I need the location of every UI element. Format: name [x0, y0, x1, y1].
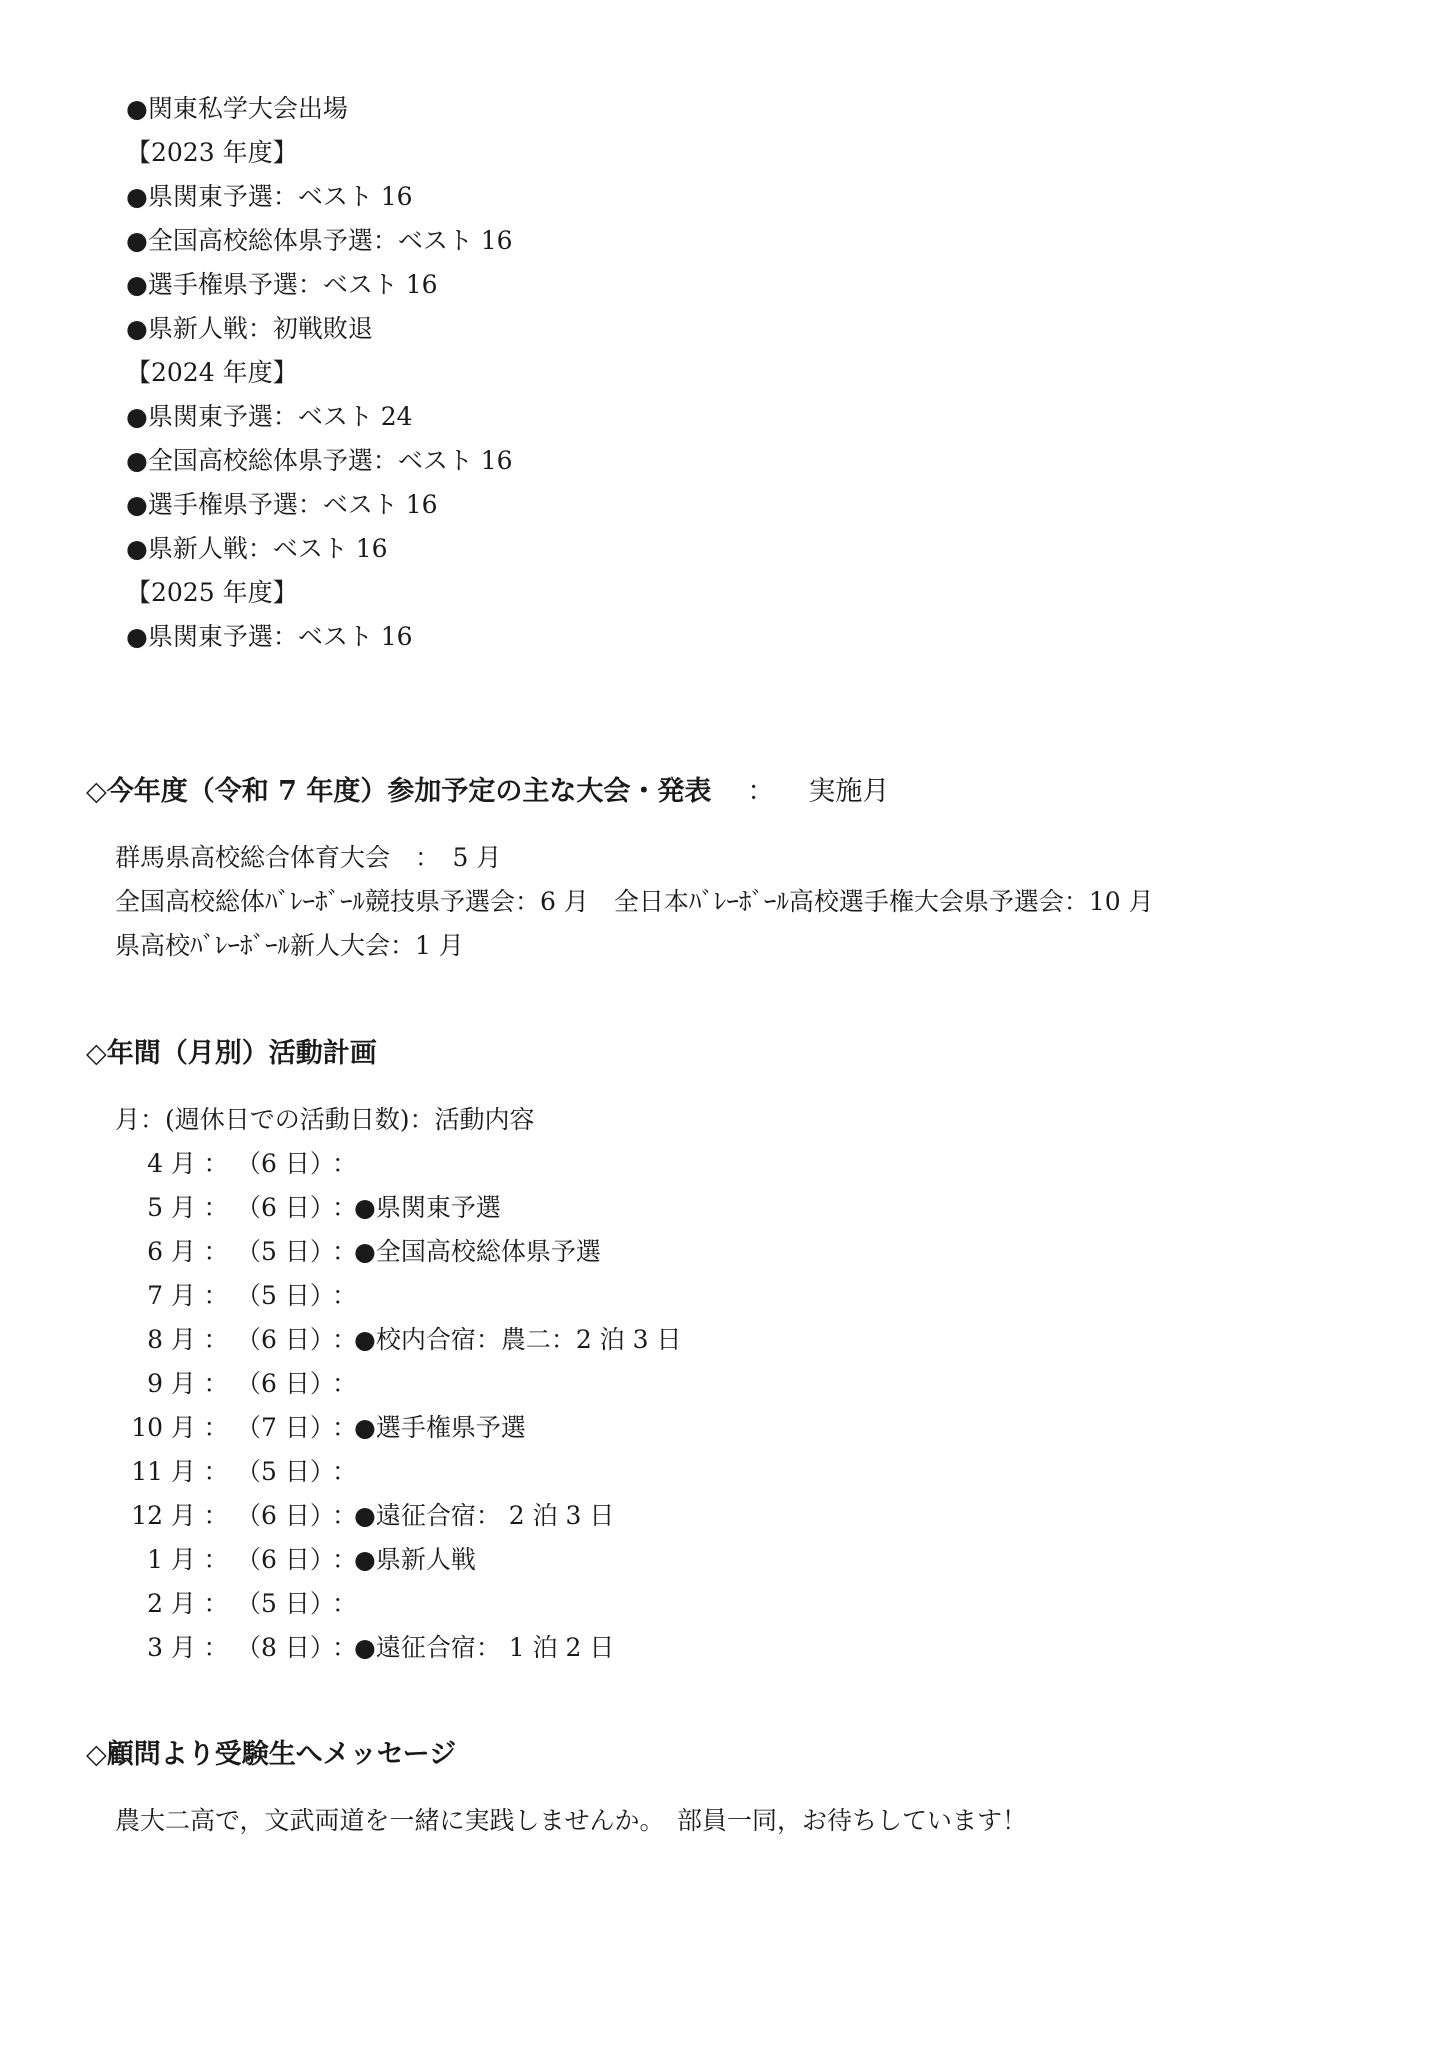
tournament-line: 群馬県高校総合体育大会 ： 5 月: [115, 843, 502, 872]
tournaments-heading-title: ◇今年度（令和 7 年度）参加予定の主な大会・発表: [86, 776, 712, 807]
plan-month: 2 月: [147, 1589, 196, 1618]
plan-row: 1 月 ： （6 日）：●県新人戦: [126, 1543, 476, 1577]
result-line: ●県新人戦：初戦敗退: [126, 314, 373, 343]
plan-activity: ●県新人戦: [354, 1545, 476, 1574]
plan-days: （6 日）: [236, 1325, 335, 1354]
plan-row: 8 月 ： （6 日）：●校内合宿：農二：2 泊 3 日: [126, 1323, 681, 1357]
result-line: ●選手権県予選：ベスト 16: [126, 270, 438, 299]
plan-activity: ●校内合宿：農二：2 泊 3 日: [354, 1325, 682, 1354]
plan-row: 4 月 ： （6 日）：: [126, 1147, 354, 1181]
year-heading: 【2024 年度】: [126, 358, 298, 387]
plan-days: （6 日）: [236, 1545, 335, 1574]
message-text: 農大二高で，文武両道を一緒に実践しませんか。 部員一同，お待ちしています！: [115, 1806, 1028, 1835]
plan-row: 11 月 ： （5 日）：: [126, 1455, 354, 1489]
message-heading: ◇顧問より受験生へメッセージ: [86, 1739, 457, 1770]
plan-days: （6 日）: [236, 1369, 335, 1398]
plan-month: 1 月: [147, 1545, 196, 1574]
tournament-line: 県高校ﾊﾞﾚｰﾎﾞｰﾙ新人大会：1 月: [115, 931, 464, 960]
result-line: ●全国高校総体県予選：ベスト 16: [126, 446, 513, 475]
plan-days: （5 日）: [236, 1237, 335, 1266]
result-line: ●県関東予選：ベスト 16: [126, 622, 413, 651]
plan-month: 7 月: [147, 1281, 196, 1310]
plan-activity: ●県関東予選: [354, 1193, 501, 1222]
plan-row: 6 月 ： （5 日）：●全国高校総体県予選: [126, 1235, 601, 1269]
plan-days: （6 日）: [236, 1149, 335, 1178]
plan-month: 4 月: [147, 1149, 196, 1178]
plan-days: （5 日）: [236, 1589, 335, 1618]
plan-days: （5 日）: [236, 1281, 335, 1310]
plan-month: 9 月: [147, 1369, 196, 1398]
result-line: ●選手権県予選：ベスト 16: [126, 490, 438, 519]
plan-month: 10 月: [131, 1413, 196, 1442]
plan-heading: ◇年間（月別）活動計画: [86, 1038, 377, 1069]
plan-row: 9 月 ： （6 日）：: [126, 1367, 354, 1401]
plan-days: （6 日）: [236, 1501, 335, 1530]
plan-month: 5 月: [147, 1193, 196, 1222]
tournament-line: 全国高校総体ﾊﾞﾚｰﾎﾞｰﾙ競技県予選会：6 月 全日本ﾊﾞﾚｰﾎﾞｰﾙ高校選手権大会県予選会：10 月: [115, 887, 1154, 916]
result-line: ●関東私学大会出場: [126, 94, 348, 123]
plan-row: 12 月 ： （6 日）：●遠征合宿： 2 泊 3 日: [126, 1499, 614, 1533]
plan-activity: ●遠征合宿： 2 泊 3 日: [354, 1501, 615, 1530]
plan-activity: ●遠征合宿： 1 泊 2 日: [354, 1633, 615, 1662]
result-line: ●県関東予選：ベスト 24: [126, 402, 413, 431]
plan-days: （7 日）: [236, 1413, 335, 1442]
plan-legend: 月：(週休日での活動日数)：活動内容: [115, 1105, 535, 1134]
plan-activity: ●選手権県予選: [354, 1413, 526, 1442]
result-line: ●県関東予選：ベスト 16: [126, 182, 413, 211]
plan-row: 7 月 ： （5 日）：: [126, 1279, 354, 1313]
plan-row: 5 月 ： （6 日）：●県関東予選: [126, 1191, 501, 1225]
tournaments-heading: [86, 774, 889, 810]
plan-row: 3 月 ： （8 日）：●遠征合宿： 1 泊 2 日: [126, 1631, 614, 1665]
plan-month: 8 月: [147, 1325, 196, 1354]
year-heading: 【2023 年度】: [126, 138, 298, 167]
tournaments-heading-extra: 実施月: [808, 776, 890, 807]
plan-month: 3 月: [147, 1633, 196, 1662]
plan-row: 10 月 ： （7 日）：●選手権県予選: [126, 1411, 526, 1445]
plan-days: （6 日）: [236, 1193, 335, 1222]
plan-month: 6 月: [147, 1237, 196, 1266]
plan-month: 11 月: [131, 1457, 196, 1486]
year-heading: 【2025 年度】: [126, 578, 298, 607]
plan-activity: ●全国高校総体県予選: [354, 1237, 601, 1266]
result-line: ●全国高校総体県予選：ベスト 16: [126, 226, 513, 255]
plan-days: （5 日）: [236, 1457, 335, 1486]
plan-row: 2 月 ： （5 日）：: [126, 1587, 354, 1621]
tournaments-heading-sep: ：: [747, 776, 775, 807]
result-line: ●県新人戦：ベスト 16: [126, 534, 388, 563]
plan-month: 12 月: [131, 1501, 196, 1530]
plan-days: （8 日）: [236, 1633, 335, 1662]
